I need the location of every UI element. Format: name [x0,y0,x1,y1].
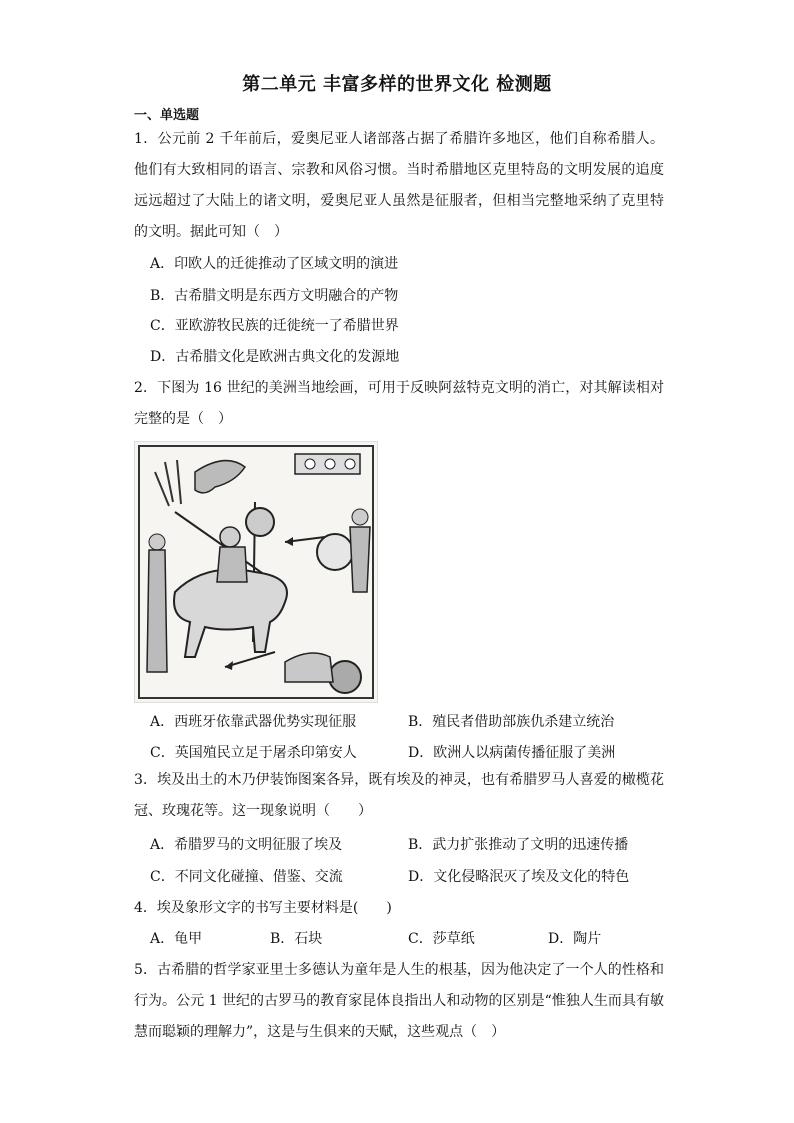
question-3-option-d: D．文化侵略泯灭了埃及文化的特色 [408,869,630,885]
question-3-option-b: B．武力扩张推动了文明的迅速传播 [408,837,629,853]
question-1-option-d: D．古希腊文化是欧洲古典文化的发源地 [150,349,400,365]
question-3-option-a: A．希腊罗马的文明征服了埃及 [150,837,343,853]
question-4-stem: 4．埃及象形文字的书写主要材料是( ) [134,900,392,916]
question-4-option-a: A．龟甲 [150,931,203,947]
aztec-conquest-illustration [134,441,378,703]
page-title: 第二单元 丰富多样的世界文化 检测题 [242,74,552,95]
question-4-option-b: B．石块 [270,931,323,947]
question-5-stem: 5．古希腊的哲学家亚里士多德认为童年是人生的根基，因为他决定了一个人的性格和行为。公元 1 世纪的古罗马的教育家昆体良指出人和动物的区别是“惟独人生而具有敏慧而聪颖的理解力”，这是与生俱来的天赋，这些观点（ ） [134,962,664,1040]
question-4-option-d: D．陶片 [548,931,602,947]
question-4-option-c: C．莎草纸 [408,931,475,947]
question-2-option-d: D．欧洲人以病菌传播征服了美洲 [408,745,616,761]
question-1-option-a: A．印欧人的迁徙推动了区域文明的演进 [150,256,399,272]
question-1-option-c: C．亚欧游牧民族的迁徙统一了希腊世界 [150,318,399,334]
question-2-option-c: C．英国殖民立足于屠杀印第安人 [150,745,357,761]
question-2-stem: 2．下图为 16 世纪的美洲当地绘画，可用于反映阿兹特克文明的消亡，对其解读相对完整的是（ ） [134,380,664,427]
section-heading: 一、单选题 [134,108,200,123]
question-1-stem: 1．公元前 2 千年前后，爱奥尼亚人诸部落占据了希腊许多地区，他们自称希腊人。他们有大致相同的语言、宗教和风俗习惯。当时希腊地区克里特岛的文明发展的追度远远超过了大陆上的诸文明，爱奥尼亚人虽然是征服者，但相当完整地采纳了克里特的文明。据此可知（ ） [134,131,664,240]
question-1-option-b: B．古希腊文明是东西方文明融合的产物 [150,288,399,304]
question-2-option-a: A．西班牙依靠武器优势实现征服 [150,714,357,730]
question-3-stem: 3．埃及出土的木乃伊装饰图案各异，既有埃及的神灵，也有希腊罗马人喜爱的橄榄花冠、玫瑰花等。这一现象说明（ ） [134,772,664,819]
question-2-option-b: B．殖民者借助部族仇杀建立统治 [408,714,615,730]
question-3-option-c: C．不同文化碰撞、借鉴、交流 [150,869,343,885]
